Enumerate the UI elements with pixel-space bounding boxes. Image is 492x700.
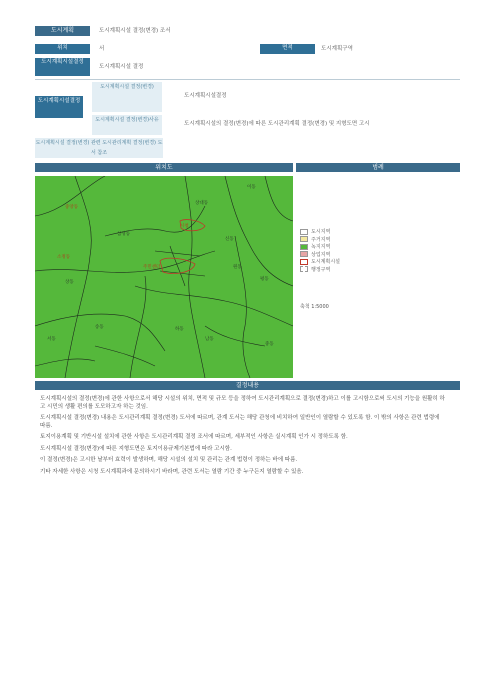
description-paragraph: 기타 자세한 사항은 시청 도시계획과에 문의하시기 바라며, 관련 도서는 열람 기간 중 누구든지 열람할 수 있음.	[40, 468, 304, 475]
map-scale: 축척 1:5000	[300, 303, 329, 310]
plan-row-2-label: 도시계획시설 결정(변경)사유	[92, 115, 162, 135]
description-title: 결정내용	[35, 381, 460, 390]
map-label: 시청	[180, 224, 189, 229]
facility-label: 도시계획시설결정	[35, 58, 90, 76]
title-label: 도시계획	[35, 26, 90, 36]
legend-item	[300, 258, 400, 265]
legend-item	[300, 266, 400, 273]
location-map	[35, 176, 293, 378]
legend-item	[300, 243, 400, 250]
legend-item	[300, 251, 400, 258]
map-label: 신동	[225, 237, 234, 242]
map-label: 이동	[247, 185, 256, 190]
description-paragraph: 도시계획시설 결정(변경)에 따른 지형도면은 토지이용규제기본법에 따라 고시함.	[40, 445, 232, 452]
description-paragraph: 도시계획시설의 결정(변경)에 관한 사항으로서 해당 시설의 위치, 면적 및 규모 등을 정하여 도시관리계획으로 결정(변경)하고 이를 고시함으로써 도시의 기능을 원활히 하고 시민의 생활 편의를 도모하고자 하는 것임.	[40, 396, 445, 410]
map-label: 삼성동	[117, 232, 131, 237]
legend-swatch	[300, 266, 308, 272]
legend-item-label: 도시지역	[311, 229, 331, 235]
area-label: 면적	[260, 44, 315, 54]
plan-row-1-label: 도시계획시설 결정(변경)	[92, 82, 162, 112]
facility-value: 도시계획시설 결정	[99, 64, 144, 70]
description-body	[40, 396, 445, 480]
legend-swatch	[300, 229, 308, 235]
map-label: 소정동	[57, 255, 71, 260]
plan-note: 도시계획시설 결정(변경) 관련 도시관리계획 결정(변경) 도서 참조	[35, 140, 163, 156]
divider-top	[35, 79, 460, 80]
legend-item-label: 녹지지역	[311, 244, 331, 250]
legend-swatch	[300, 244, 308, 250]
map-label: 평동	[260, 277, 269, 282]
area-value: 도시계획구역	[321, 46, 353, 52]
location-value: 서	[99, 46, 105, 52]
legend-item-label: 행정구역	[311, 266, 331, 273]
plan-group-label: 도시계획시설결정	[35, 96, 83, 118]
map-section-title: 위치도	[35, 163, 293, 172]
legend-swatch	[300, 236, 308, 242]
description-paragraph: 토지이용계획 및 기반시설 설치에 관한 사항은 도시관리계획 결정 조서에 따르며, 세부적인 사항은 실시계획 인가 시 정하도록 함.	[40, 434, 348, 440]
legend-section-title: 범례	[296, 163, 460, 172]
map-label: 하동	[175, 327, 184, 332]
map-label: 중앙동	[65, 205, 79, 210]
title-value: 도시계획시설 결정(변경) 조서	[99, 28, 171, 34]
legend-swatch	[300, 251, 308, 257]
map-label: 주민센터	[143, 265, 161, 270]
map-label: 중동	[265, 342, 274, 347]
map-legend	[300, 228, 400, 310]
description-paragraph: 도시계획시설 결정(변경) 내용은 도시관리계획 결정(변경) 도서에 따르며, 관계 도서는 해당 관청에 비치하여 일반인이 열람할 수 있도록 함. 이 밖의 사항은 관련 법령에 따름.	[40, 415, 440, 429]
plan-row-1-value: 도시계획시설결정	[184, 93, 227, 99]
location-label: 위치	[35, 44, 90, 54]
map-label: 서동	[47, 337, 56, 342]
map-label: 원동	[233, 265, 242, 270]
legend-item	[300, 236, 400, 243]
legend-item-label: 주거지역	[311, 236, 331, 243]
legend-swatch	[300, 259, 308, 265]
map-label: 남동	[205, 337, 214, 342]
plan-row-2-value: 도시계획시설의 결정(변경)에 따른 도시관리계획 결정(변경) 및 지형도면 고시	[184, 121, 370, 127]
legend-item-label: 도시계획시설	[311, 259, 340, 265]
legend-item	[300, 228, 400, 235]
description-paragraph: 이 결정(변경)은 고시한 날부터 효력이 발생하며, 해당 시설의 설치 및 관리는 관계 법령이 정하는 바에 따름.	[40, 457, 298, 463]
map-label: 상동	[65, 280, 74, 285]
legend-item-label: 상업지역	[311, 251, 331, 258]
map-label: 상대동	[195, 201, 209, 206]
map-label: 송동	[95, 325, 104, 330]
